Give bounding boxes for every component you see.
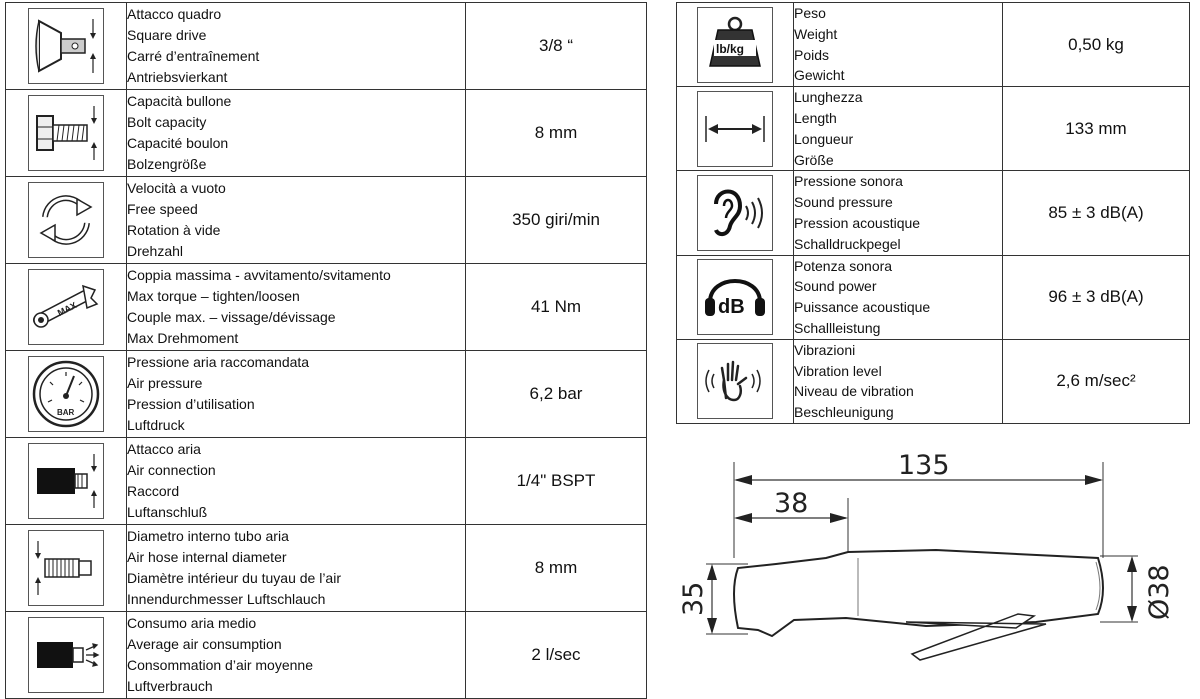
spec-row-air-consumption [6,612,647,699]
tool-dimension-drawing [676,440,1196,690]
label-fr: Diamètre intérieur du tuyau de l’air [127,570,341,586]
spec-value: 0,50 kg [1003,3,1190,87]
spec-row-air-connection [6,438,647,525]
spec-row-sound-power [677,255,1190,339]
label-en: Air pressure [127,375,203,392]
label-de: Luftverbrauch [127,677,213,694]
length-arrow-icon [697,91,773,167]
label-en: Weight [794,25,838,42]
label-it: Pressione sonora [794,173,903,190]
label-en: Average air consumption [127,636,282,653]
label-de: Schallleistung [794,319,881,336]
label-de: Beschleunigung [794,404,894,421]
label-en: Air hose internal diameter [127,549,287,566]
spec-icon-cell [6,3,127,90]
spec-label-cell [794,87,1003,171]
spec-row-air-pressure [6,351,647,438]
label-it: Attacco aria [127,441,201,458]
label-en: Free speed [127,201,198,218]
spec-label-cell [794,255,1003,339]
spec-value: 133 mm [1003,87,1190,171]
ear-sound-icon [697,175,773,251]
headphones-db-icon [697,259,773,335]
label-fr: Consommation d’air moyenne [127,657,313,673]
spec-label-cell [127,525,466,612]
spec-label-cell [127,90,466,177]
label-fr: Raccord [127,483,180,499]
spec-label-cell [794,339,1003,423]
spec-value: 2,6 m/sec² [1003,339,1190,423]
spec-label-cell [127,177,466,264]
label-en: Length [794,109,837,126]
label-de: Bolzengröße [127,155,207,172]
label-fr: Carré d’entraînement [127,48,260,64]
spec-label-cell [127,3,466,90]
weight-unit-text: lb/kg [716,41,745,56]
label-en: Sound power [794,278,877,295]
spec-value: 6,2 bar [466,351,647,438]
db-text: dB [718,296,745,319]
square-drive-icon [28,8,104,84]
spec-value: 41 Nm [466,264,647,351]
spec-row-sound-pressure [677,171,1190,255]
dim-head-length: 38 [774,488,809,519]
label-it: Vibrazioni [794,341,856,358]
label-fr: Pression d’utilisation [127,396,255,412]
wrench-max-text: MAX [55,300,79,319]
spec-row-vibration [677,339,1190,423]
label-it: Coppia massima - avvitamento/svitamento [127,267,391,284]
label-de: Antriebsvierkant [127,68,228,85]
spec-row-square-drive [6,3,647,90]
weight-icon [697,7,773,83]
spec-value: 8 mm [466,525,647,612]
spec-value: 3/8 “ [466,3,647,90]
label-fr: Poids [794,46,830,63]
spec-value: 2 l/sec [466,612,647,699]
spec-icon-cell [6,90,127,177]
spec-row-free-speed [6,177,647,264]
spec-value: 8 mm [466,90,647,177]
spec-icon-cell [677,87,794,171]
spec-icon-cell [677,339,794,423]
spec-value: 1/4" BSPT [466,438,647,525]
spec-icon-cell [6,438,127,525]
label-de: Innendurchmesser Luftschlauch [127,590,326,607]
label-de: Luftanschluß [127,503,208,520]
label-fr: Capacité boulon [127,135,229,151]
label-it: Pressione aria raccomandata [127,354,310,371]
dim-total-length: 135 [898,450,950,481]
spec-icon-cell [6,612,127,699]
label-de: Max Drehmoment [127,329,239,346]
gauge-bar-text: BAR [57,408,75,417]
spec-icon-cell [677,171,794,255]
spec-value: 96 ± 3 dB(A) [1003,255,1190,339]
vibration-hand-icon [697,343,773,419]
spec-label-cell [794,171,1003,255]
label-en: Vibration level [794,362,882,379]
label-de: Drehzahl [127,242,184,259]
label-en: Square drive [127,27,207,44]
spec-icon-cell [677,3,794,87]
label-de: Schalldruckpegel [794,235,901,252]
air-connection-icon [28,443,104,519]
rotation-arrows-icon [28,182,104,258]
label-en: Air connection [127,462,216,479]
label-it: Potenza sonora [794,257,893,274]
spec-row-weight [677,3,1190,87]
spec-row-length [677,87,1190,171]
right-spec-table [676,2,1190,424]
label-fr: Puissance acoustique [794,299,931,316]
spec-icon-cell [6,525,127,612]
label-it: Peso [794,5,826,21]
hose-diameter-icon [28,530,104,606]
spec-icon-cell [6,264,127,351]
dim-body-diameter: Ø38 [1144,564,1175,620]
left-spec-table [5,2,647,699]
spec-label-cell [127,438,466,525]
label-it: Diametro interno tubo aria [127,528,289,545]
label-en: Bolt capacity [127,114,207,131]
spec-row-max-torque [6,264,647,351]
spec-icon-cell [6,351,127,438]
spec-icon-cell [6,177,127,264]
label-it: Lunghezza [794,89,863,106]
spec-label-cell [794,3,1003,87]
label-it: Attacco quadro [127,6,222,23]
spec-label-cell [127,264,466,351]
spec-row-hose-diameter [6,525,647,612]
label-it: Capacità bullone [127,93,232,110]
pressure-gauge-icon [28,356,104,432]
wrench-max-icon [28,269,104,345]
label-de: Luftdruck [127,416,185,433]
label-fr: Longueur [794,130,854,147]
bolt-icon [28,95,104,171]
spec-value: 350 giri/min [466,177,647,264]
label-fr: Niveau de vibration [794,383,914,400]
label-fr: Rotation à vide [127,222,221,238]
label-it: Consumo aria medio [127,615,257,632]
air-consumption-icon [28,617,104,693]
spec-icon-cell [677,255,794,339]
label-it: Velocità a vuoto [127,180,226,197]
label-de: Größe [794,151,834,168]
spec-value: 85 ± 3 dB(A) [1003,171,1190,255]
spec-label-cell [127,351,466,438]
label-de: Gewicht [794,67,845,84]
label-fr: Couple max. – vissage/dévissage [127,309,336,325]
spec-label-cell [127,612,466,699]
label-fr: Pression acoustique [794,214,921,231]
label-en: Max torque – tighten/loosen [127,288,300,305]
label-en: Sound pressure [794,194,893,211]
dim-head-height: 35 [678,581,709,616]
spec-row-bolt-capacity [6,90,647,177]
